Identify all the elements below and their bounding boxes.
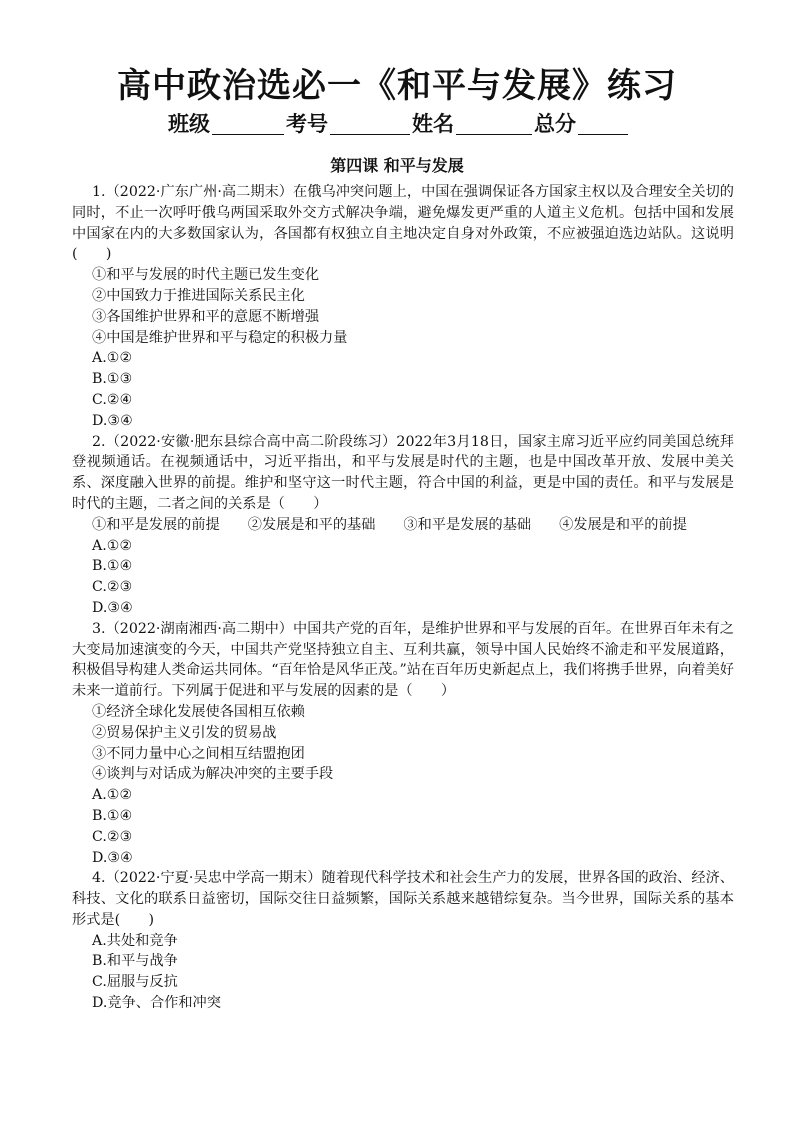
class-label: 班级 (168, 112, 210, 136)
statement-item: ②贸易保护主义引发的贸易战 (92, 724, 277, 741)
question-2 (72, 432, 734, 619)
question-list (72, 182, 734, 1014)
statement-item: ①经济全球化发展使各国相互依赖 (92, 703, 305, 720)
choice-option[interactable]: A.①② (92, 787, 133, 804)
exam-no-label: 考号 (286, 112, 328, 136)
choice-option[interactable]: B.①③ (92, 371, 133, 388)
question-stem: 4.（2022·宁夏·吴忠中学高一期末）随着现代科学技术和社会生产力的发展，世界各国的政治、经济、科技、文化的联系日益密切，国际交往日益频繁，国际关系越来越错综复杂。当今世界，国际关系的基本形式是( ) (72, 870, 734, 928)
question-stem: 1.（2022·广东广州·高二期末）在俄乌冲突问题上，中国在强调保证各方国家主权以及合理安全关切的同时，不止一次呼吁俄乌两国采取外交方式解决争端，避免爆发更严重的人道主义危机。包括中国和发展中国家在内的大多数国家认为，各国都有权独立自主地决定自身对外政策，不应被强迫选边站队。这说明( ) (72, 184, 734, 263)
class-blank[interactable] (212, 114, 284, 135)
choice-option[interactable]: D.③④ (92, 599, 133, 616)
student-info-line (168, 112, 630, 138)
score-label: 总分 (534, 112, 576, 136)
choice-option[interactable]: B.和平与战争 (92, 953, 178, 970)
choice-option[interactable]: C.②③ (92, 579, 133, 596)
question-stem: 3.（2022·湖南湘西·高二期中）中国共产党的百年，是维护世界和平与发展的百年。在世界百年未有之大变局加速演变的今天，中国共产党坚持独立自主、互利共赢，领导中国人民始终不渝走和平发展道路，积极倡导构建人类命运共同体。“百年恰是风华正茂。”站在百年历史新起点上，我们将携手世界，向着美好未来一道前行。下列属于促进和平与发展的因素的是（ ） (72, 620, 734, 700)
choice-option[interactable]: D.③④ (92, 849, 133, 866)
statement-item: ④谈判与对话成为解决冲突的主要手段 (92, 766, 334, 783)
choice-option[interactable]: B.①④ (92, 807, 133, 824)
question-stem: 2.（2022·安徽·肥东县综合高中高二阶段练习）2022年3月18日，国家主席习近平应约同美国总统拜登视频通话。在视频通话中，习近平指出，和平与发展是时代的主题，也是中国改革开放、发展中美关系、深度融入世界的前提。维护和坚守这一时代主题，符合中国的利益，更是中国的责任。和平与发展是时代的主题，二者之间的关系是（ ） (72, 433, 734, 512)
question-3 (72, 619, 734, 869)
statement-items-inline (72, 515, 734, 536)
choice-option[interactable]: D.③④ (92, 412, 133, 429)
choice-option[interactable]: C.屈服与反抗 (92, 974, 178, 991)
choice-option[interactable]: A.共处和竞争 (92, 932, 178, 949)
statement-item: ④发展是和平的前提 (559, 516, 687, 533)
statement-item: ③不同力量中心之间相互结盟抱团 (92, 745, 305, 762)
question-1 (72, 182, 734, 432)
statement-item: ②中国致力于推进国际关系民主化 (92, 287, 305, 304)
statement-item: ②发展是和平的基础 (247, 516, 376, 533)
exam-no-blank[interactable] (330, 114, 410, 135)
question-4 (72, 868, 734, 1014)
choice-option[interactable]: A.①② (92, 350, 133, 367)
statement-item: ③各国维护世界和平的意愿不断增强 (92, 308, 320, 325)
statement-item: ①和平是发展的前提 (92, 516, 220, 533)
name-blank[interactable] (456, 114, 532, 135)
statement-item: ①和平与发展的时代主题已发生变化 (92, 267, 320, 284)
choice-option[interactable]: D.竞争、合作和冲突 (92, 995, 221, 1012)
choice-option[interactable]: A.①② (92, 537, 133, 554)
worksheet-title: 高中政治选必一《和平与发展》练习 (117, 66, 677, 106)
statement-item: ③和平是发展的基础 (403, 516, 532, 533)
score-blank[interactable] (578, 114, 628, 135)
choice-option[interactable]: C.②④ (92, 391, 133, 408)
name-label: 姓名 (412, 112, 454, 136)
statement-item: ④中国是维护世界和平与稳定的积极力量 (92, 329, 348, 346)
choice-option[interactable]: C.②③ (92, 828, 133, 845)
lesson-heading: 第四课 和平与发展 (330, 156, 464, 175)
choice-option[interactable]: B.①④ (92, 558, 133, 575)
